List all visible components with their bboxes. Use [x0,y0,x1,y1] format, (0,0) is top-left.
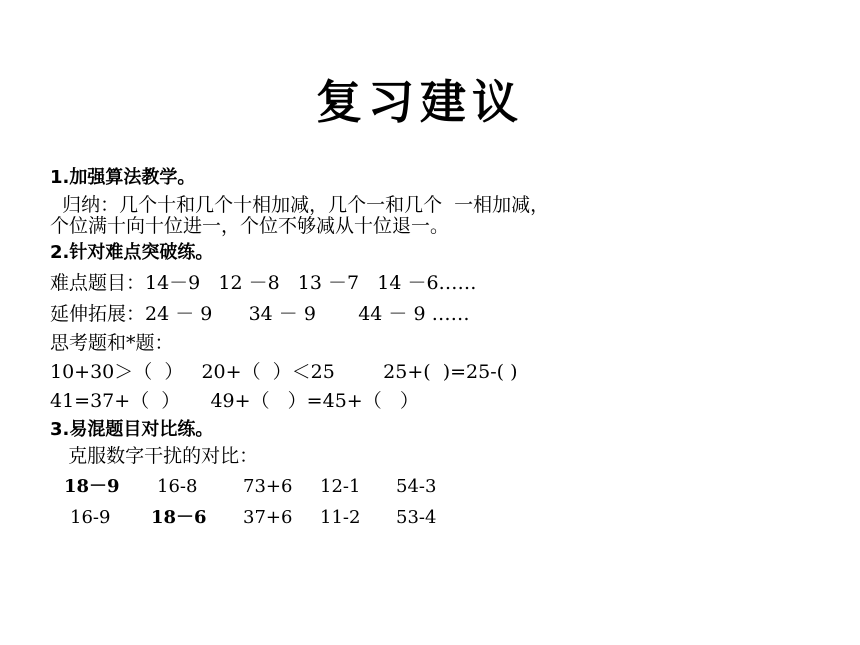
comparison-item: 16-8 [157,476,198,497]
comparison-item: 37+6 [243,507,293,528]
section-2-difficult-problems: 难点题目：14－9 12 －8 13 －7 14 －6…… [50,272,477,294]
comparison-item: 18－9 [64,476,120,497]
section-2-thinking-line-1: 10+30＞（ ） 20+（ ）＜25 25+( )=25-( ) [50,361,518,383]
comparison-item: 12-1 [320,476,361,497]
section-1-body-line-2: 个位满十向十位进一，个位不够减从十位退一。 [50,215,450,237]
section-1-heading: 1.加强算法教学。 [50,167,196,188]
comparison-item: 18－6 [151,507,207,528]
comparison-item: 16-9 [70,507,111,528]
section-2-thinking-label: 思考题和*题： [50,332,174,354]
section-2-extension-problems: 延伸拓展：24 － 9 34 － 9 44 － 9 …… [50,303,470,325]
comparison-item: 53-4 [396,507,437,528]
section-3-intro: 克服数字干扰的对比： [50,445,259,467]
comparison-item: 54-3 [396,476,437,497]
page-title: 复习建议 [316,75,524,129]
comparison-item: 73+6 [243,476,293,497]
section-1-body-line-1: 归纳：几个十和几个十相加减，几个一和几个 一相加减， [50,194,550,216]
section-2-thinking-line-2: 41=37+（ ） 49+（ ）=45+（ ） [50,390,419,412]
section-2-heading: 2.针对难点突破练。 [50,242,214,263]
comparison-item: 11-2 [320,507,361,528]
section-3-heading: 3.易混题目对比练。 [50,419,214,440]
